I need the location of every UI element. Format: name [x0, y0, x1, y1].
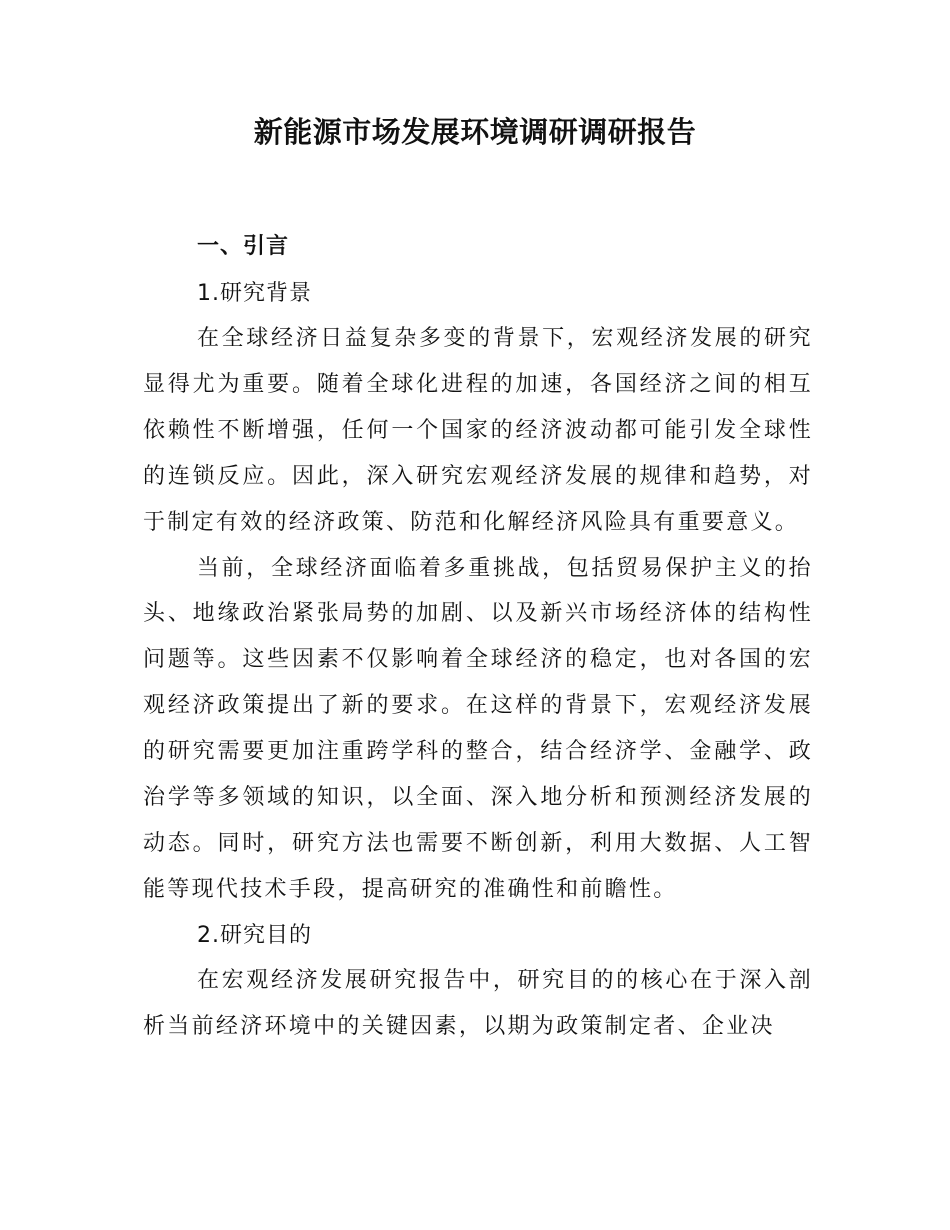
section-heading-introduction: 一、引言	[197, 234, 290, 259]
subsection-heading-research-background: 1.研究背景	[197, 281, 312, 306]
subsection-heading-research-purpose: 2.研究目的	[197, 922, 312, 948]
paragraph-background-1: 在全球经济日益复杂多变的背景下，宏观经济发展的研究显得尤为重要。随着全球化进程的加速，各国经济之间的相互依赖性不断增强，任何一个国家的经济波动都可能引发全球性的连锁反应。因此，深入研究宏观经济发展的规律和趋势，对于制定有效的经济政策、防范和化解经济风险具有重要意义。	[143, 326, 813, 535]
document-title: 新能源市场发展环境调研调研报告	[253, 115, 697, 149]
paragraph-purpose-1: 在宏观经济发展研究报告中，研究目的的核心在于深入剖析当前经济环境中的关键因素，以期为政策制定者、企业决	[143, 967, 813, 1039]
paragraph-background-2: 当前，全球经济面临着多重挑战，包括贸易保护主义的抬头、地缘政治紧张局势的加剧、以及新兴市场经济体的结构性问题等。这些因素不仅影响着全球经济的稳定，也对各国的宏观经济政策提出了新的要求。在这样的背景下，宏观经济发展的研究需要更加注重跨学科的整合，结合经济学、金融学、政治学等多领域的知识，以全面、深入地分析和预测经济发展的动态。同时，研究方法也需要不断创新，利用大数据、人工智能等现代技术手段，提高研究的准确性和前瞻性。	[143, 555, 813, 902]
document-body	[143, 226, 813, 1050]
